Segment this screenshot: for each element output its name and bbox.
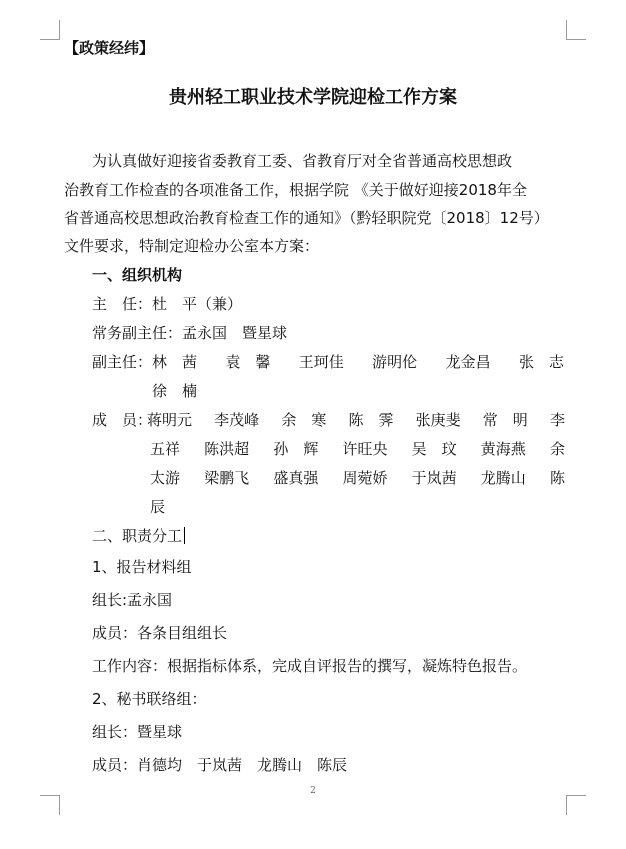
member-name: 梁鹏飞: [204, 469, 250, 487]
deputy-name: 王珂佳: [298, 353, 344, 371]
intro-line-3: 省普通高校思想政治教育检查工作的通知》（黔轻职院党〔2018〕12号）: [64, 209, 549, 227]
group2-members: 成员：肖德均 于岚茜 龙腾山 陈辰: [92, 756, 348, 774]
crop-mark-top-left: [40, 20, 60, 40]
member-name: 余: [549, 440, 565, 458]
member-name: 太游: [150, 469, 181, 487]
member-name: 吴 玟: [411, 440, 457, 458]
crop-mark-bottom-right: [566, 795, 586, 815]
intro-line-1: 为认真做好迎接省委教育工委、省教育厅对全省普通高校思想政: [92, 152, 513, 170]
page-number: 2: [310, 786, 316, 796]
exec-deputy-line: 常务副主任：孟永国 暨星球: [92, 324, 288, 342]
member-names-row-2: [150, 439, 565, 459]
member-name: 黄海燕: [480, 440, 526, 458]
member-names-row-3: [150, 468, 565, 488]
document-title: 贵州轻工职业技术学院迎检工作方案: [169, 87, 457, 108]
member-name: 周菀娇: [342, 469, 388, 487]
deputy-label: 副主任：: [92, 353, 153, 371]
member-name: 许旺央: [342, 440, 388, 458]
member-name: 五祥: [150, 440, 181, 458]
deputy-name: 袁 馨: [225, 353, 271, 371]
member-name: 盛真强: [273, 469, 319, 487]
deputy-name: 龙金昌: [445, 353, 491, 371]
member-name: 陈: [549, 469, 565, 487]
member-name: 陈洪超: [204, 440, 250, 458]
member-name: 辰: [150, 498, 166, 516]
member-name: 李: [549, 411, 565, 429]
group1-work: 工作内容：根据指标体系，完成自评报告的撰写，凝炼特色报告。: [92, 657, 528, 675]
members-label: 成 员：: [92, 411, 153, 429]
deputy-name: 张 志: [518, 353, 564, 371]
member-name: 龙腾山: [480, 469, 526, 487]
section-heading-organization: 一、组织机构: [92, 266, 183, 284]
crop-mark-bottom-left: [40, 795, 60, 815]
member-name: 蒋明元: [147, 411, 193, 429]
member-name: 余 寒: [281, 411, 327, 429]
member-name: 于岚茜: [411, 469, 457, 487]
column-tag: 【政策经纬】: [64, 39, 155, 57]
director-line: 主 任：杜 平（兼）: [92, 295, 243, 313]
deputy-names-row-1: [152, 352, 564, 372]
member-name: 李茂峰: [214, 411, 260, 429]
member-names-row-1: [147, 410, 565, 430]
section-heading-duties: [92, 526, 185, 546]
text-cursor: [184, 527, 185, 544]
group2-leader: 组长：暨星球: [92, 723, 183, 741]
intro-line-4: 文件要求，特制定迎检办公室本方案：: [64, 237, 320, 255]
member-name: 陈 霁: [348, 411, 394, 429]
crop-mark-top-right: [566, 20, 586, 40]
deputy-name: 林 茜: [152, 353, 198, 371]
intro-line-2: 治教育工作检查的各项准备工作，根据学院 《关于做好迎接2018年全: [64, 181, 527, 199]
section-heading-duties-text: 二、职责分工: [92, 527, 183, 545]
member-name: 张庚斐: [415, 411, 461, 429]
group1-leader: 组长:孟永国: [92, 591, 173, 609]
member-name: 常 明: [482, 411, 528, 429]
deputy-name: 徐 楠: [152, 382, 198, 400]
group1-title: 1、报告材料组: [92, 558, 192, 576]
member-name: 孙 辉: [273, 440, 319, 458]
group1-members: 成员：各条目组组长: [92, 624, 228, 642]
group2-title: 2、秘书联络组：: [92, 690, 207, 708]
deputy-name: 游明伦: [372, 353, 418, 371]
